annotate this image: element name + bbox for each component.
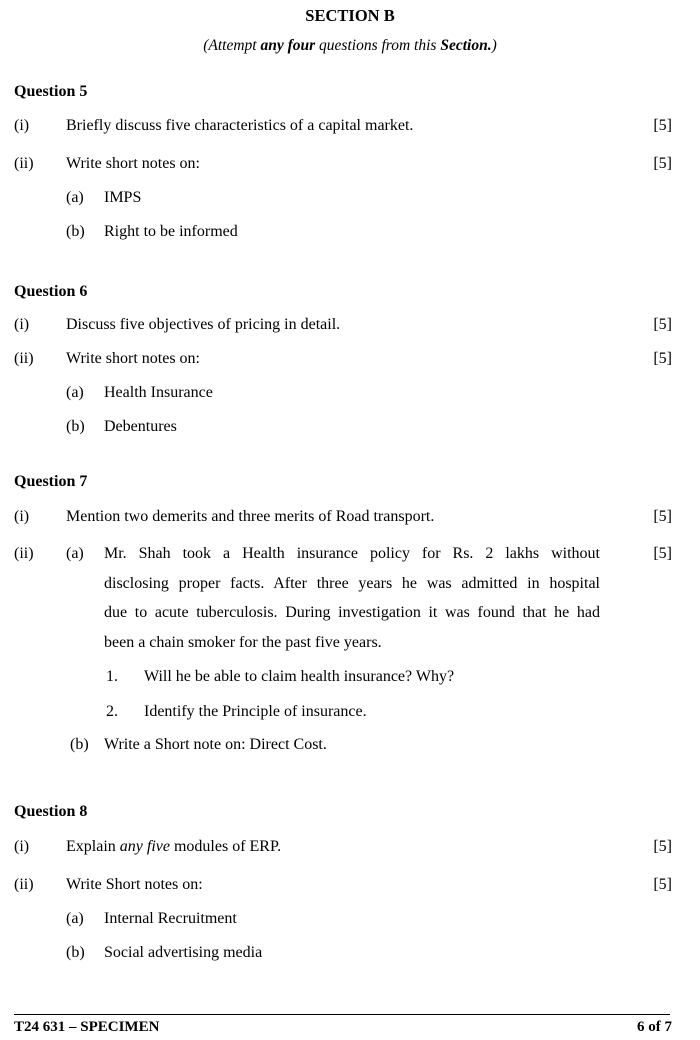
q5-sub-b-text: Right to be informed xyxy=(104,223,238,240)
q7-part-i-text: Mention two demerits and three merits of Road transport. xyxy=(66,508,435,525)
q8-sub-b-text: Social advertising media xyxy=(104,944,263,961)
q7-part-ii-marks: [5] xyxy=(653,545,672,562)
q8-sub-b-label: (b) xyxy=(66,944,85,961)
question-8-heading: Question 8 xyxy=(14,803,88,820)
q6-part-ii-text: Write short notes on: xyxy=(66,350,200,367)
q7-sub-b-text: Write a Short note on: Direct Cost. xyxy=(104,736,327,753)
q7-subq-1-number: 1. xyxy=(106,668,118,685)
q7-case-line-2: disclosing proper facts. After three years he was admitted in hospital xyxy=(104,574,600,592)
question-7-heading: Question 7 xyxy=(14,473,88,490)
q6-sub-b-text: Debentures xyxy=(104,418,177,435)
q5-sub-a-text: IMPS xyxy=(104,189,142,206)
q8-part-i-text: Explain any five modules of ERP. xyxy=(66,838,282,855)
q6-sub-a-label: (a) xyxy=(66,384,84,401)
q8-sub-a-label: (a) xyxy=(66,910,84,927)
q5-part-ii-marks: [5] xyxy=(653,155,672,172)
q6-sub-b-label: (b) xyxy=(66,418,85,435)
section-title: SECTION B xyxy=(305,6,395,25)
q7-case-line-1: Mr. Shah took a Health insurance policy for Rs. 2 lakhs without xyxy=(104,545,600,562)
q5-part-ii-text: Write short notes on: xyxy=(66,155,200,172)
q7-part-i-marks: [5] xyxy=(653,508,672,525)
q8-part-i-number: (i) xyxy=(14,838,30,855)
q5-part-ii-number: (ii) xyxy=(14,155,34,172)
q6-part-i-number: (i) xyxy=(14,316,30,333)
q6-part-i-marks: [5] xyxy=(653,316,672,333)
q6-part-i-text: Discuss five objectives of pricing in detail. xyxy=(66,316,341,333)
q5-part-i-number: (i) xyxy=(14,117,30,134)
footer-page-number: 6 of 7 xyxy=(637,1019,672,1035)
q6-sub-a-text: Health Insurance xyxy=(104,384,213,401)
q7-case-paragraph xyxy=(104,539,600,657)
q7-sub-a-label: (a) xyxy=(66,545,84,562)
q5-part-i-text: Briefly discuss five characteristics of a capital market. xyxy=(66,117,414,134)
q7-case-line-4: been a chain smoker for the past five years. xyxy=(104,633,382,651)
q8-sub-a-text: Internal Recruitment xyxy=(104,910,237,927)
question-6-heading: Question 6 xyxy=(14,283,88,300)
q6-part-ii-number: (ii) xyxy=(14,350,34,367)
question-5-heading: Question 5 xyxy=(14,83,88,100)
q7-subq-2-number: 2. xyxy=(106,703,118,720)
q5-part-i-marks: [5] xyxy=(653,117,672,134)
q7-sub-b-label: (b) xyxy=(70,736,89,753)
q6-part-ii-marks: [5] xyxy=(653,350,672,367)
q8-part-i-marks: [5] xyxy=(653,838,672,855)
q5-sub-b-label: (b) xyxy=(66,223,85,240)
q8-part-ii-text: Write Short notes on: xyxy=(66,876,203,893)
q7-case-line-3: due to acute tuberculosis. During investigation it was found that he had xyxy=(104,604,600,622)
section-instruction: (Attempt any four questions from this Section.) xyxy=(203,37,497,54)
footer-paper-code: T24 631 – SPECIMEN xyxy=(14,1019,160,1035)
q7-part-ii-number: (ii) xyxy=(14,545,34,562)
q8-part-ii-number: (ii) xyxy=(14,876,34,893)
q5-sub-a-label: (a) xyxy=(66,189,84,206)
q8-part-ii-marks: [5] xyxy=(653,876,672,893)
footer-divider xyxy=(14,1014,670,1015)
q7-subq-1-text: Will he be able to claim health insurance? Why? xyxy=(144,668,455,685)
q7-subq-2-text: Identify the Principle of insurance. xyxy=(144,703,367,720)
q7-part-i-number: (i) xyxy=(14,508,30,525)
